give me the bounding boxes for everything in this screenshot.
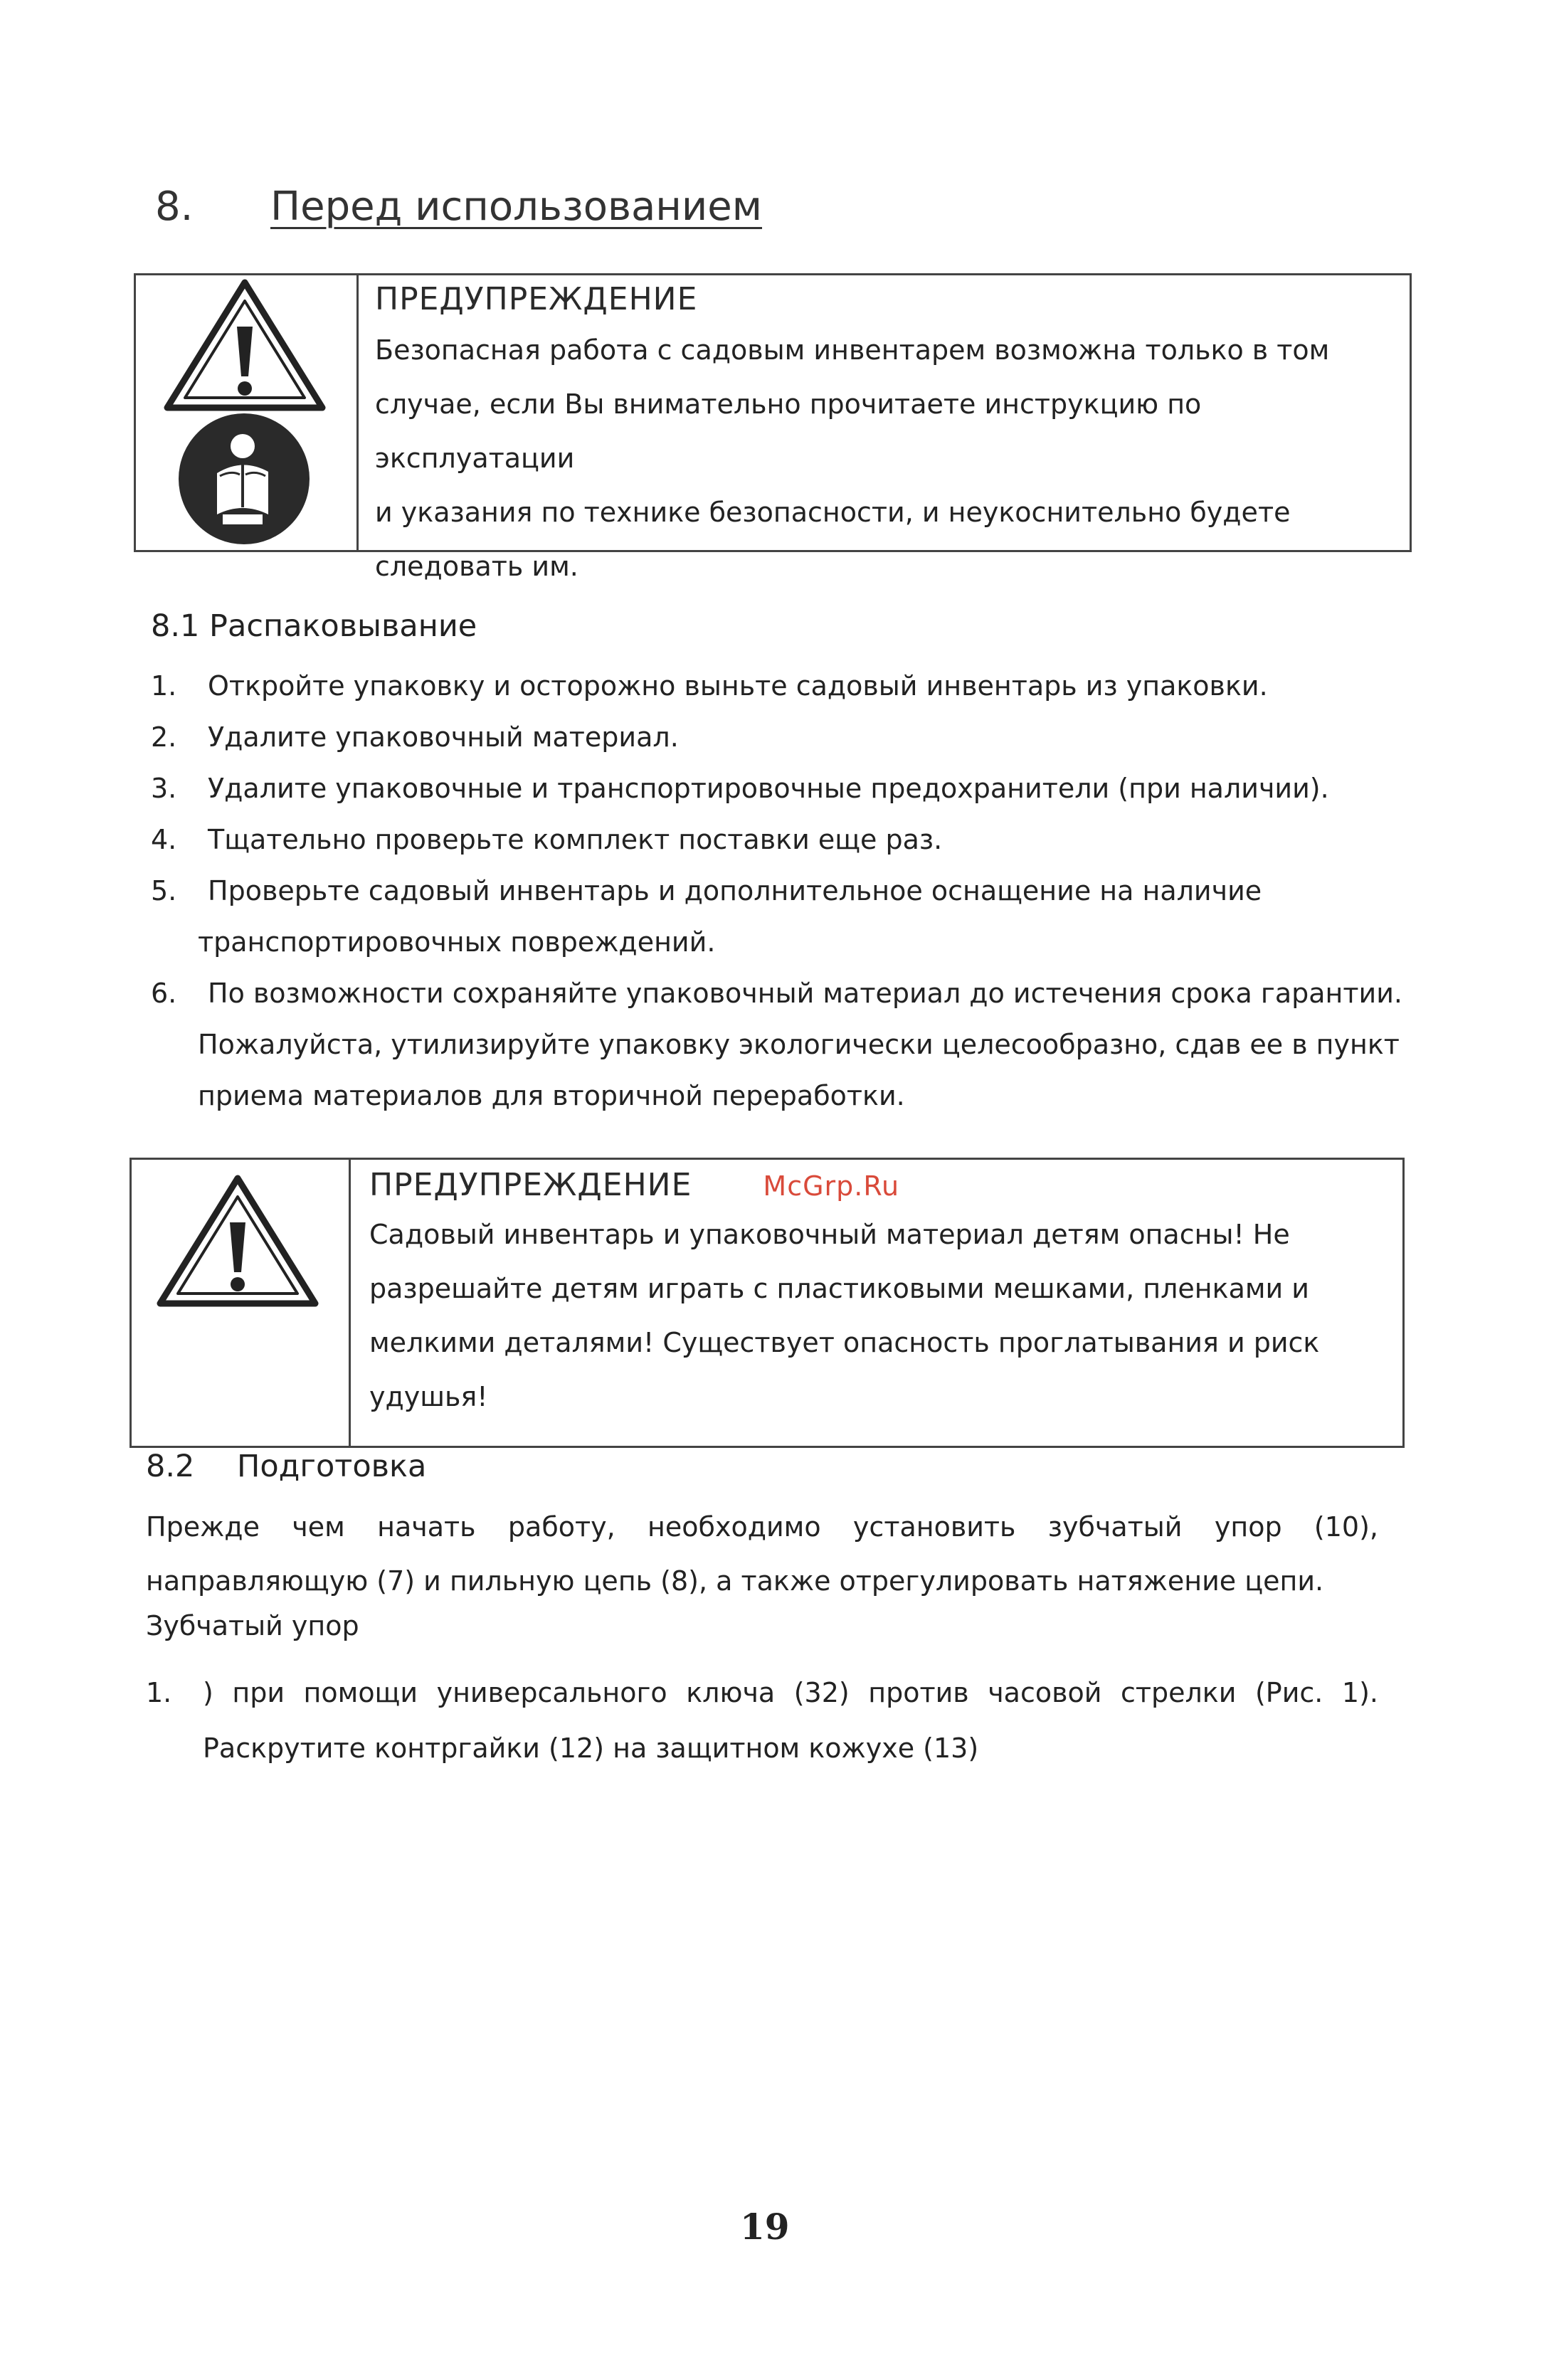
warning-box-read-manual (134, 273, 1412, 582)
warning-body (369, 1207, 1388, 1424)
warning-text-column (375, 281, 1395, 593)
section-8-2-title (146, 1449, 426, 1484)
item-text-continued: приема материалов для вторичной переработки. (198, 1080, 905, 1111)
list-item (146, 1665, 1378, 1776)
preparation-paragraph: Прежде чем начать работу, необходимо установить зубчатый упор (10), направляющую (7) и пильную цепь (8), а также отрегулировать натяжение цепи. (146, 1511, 1378, 1597)
item-text: Удалите упаковочные и транспортировочные предохранители (при наличии). (208, 773, 1329, 804)
read-manual-icon (173, 408, 315, 550)
warning-line: Садовый инвентарь и упаковочный материал детям опасны! Не (369, 1219, 1290, 1250)
preparation-steps-list (146, 1665, 1378, 1776)
warning-triangle-icon (163, 277, 327, 412)
unpacking-steps-list (151, 660, 1417, 1121)
chapter-heading (155, 184, 762, 230)
item-number: 1. (146, 1677, 172, 1708)
warning-body (375, 323, 1395, 593)
list-item (151, 712, 1417, 763)
warning-line: мелкими деталями! Существует опасность проглатывания и риск (369, 1327, 1320, 1358)
item-number: 2. (151, 721, 177, 753)
warning-icons-column (136, 275, 359, 550)
chapter-title: Перед использованием (270, 184, 763, 230)
list-item (151, 763, 1417, 814)
warning-title: ПРЕДУПРЕЖДЕНИЕ (369, 1167, 692, 1203)
item-text-continued: Пожалуйста, утилизируйте упаковку экологически целесообразно, сдав ее в пункт (198, 1029, 1400, 1060)
watermark-text: McGrp.Ru (763, 1170, 900, 1202)
item-number: 4. (151, 824, 177, 855)
chapter-number: 8. (155, 184, 194, 230)
item-text: Откройте упаковку и осторожно выньте садовый инвентарь из упаковки. (208, 670, 1268, 702)
item-text: Удалите упаковочный материал. (208, 721, 679, 753)
page-number: 19 (740, 2206, 790, 2248)
warning-text-column (369, 1167, 1388, 1424)
item-number: 1. (151, 670, 177, 702)
item-text: ) при помощи универсального ключа (32) против часовой стрелки (Рис. 1). Раскрутите контргайки (12) на защитном кожухе (13) (203, 1677, 1378, 1764)
list-item (151, 865, 1417, 968)
item-text: По возможности сохраняйте упаковочный материал до истечения срока гарантии. (208, 978, 1403, 1009)
list-item (151, 660, 1417, 712)
warning-line: случае, если Вы внимательно прочитаете инструкцию по эксплуатации (375, 388, 1202, 474)
subheading-toothed-stop: Зубчатый упор (146, 1610, 359, 1641)
warning-triangle-icon (156, 1173, 319, 1308)
item-number: 3. (151, 773, 177, 804)
item-number: 5. (151, 875, 177, 906)
section-number: 8.2 (146, 1449, 195, 1484)
warning-line: и указания по технике безопасности, и неукоснительно будете (375, 497, 1291, 528)
warning-title-row (369, 1167, 1388, 1203)
list-item (151, 968, 1417, 1121)
warning-line: Безопасная работа с садовым инвентарем возможна только в том (375, 334, 1330, 366)
warning-title: ПРЕДУПРЕЖДЕНИЕ (375, 281, 698, 317)
warning-icons-column (132, 1160, 351, 1446)
item-text: Тщательно проверьте комплект поставки еще раз. (208, 824, 943, 855)
section-8-1-title: 8.1 Распаковывание (151, 608, 477, 644)
section-name: Подготовка (237, 1449, 427, 1484)
item-text: Проверьте садовый инвентарь и дополнительное оснащение на наличие (208, 875, 1262, 906)
item-number: 6. (151, 978, 177, 1009)
warning-line: следовать им. (375, 551, 578, 582)
warning-line: удушья! (369, 1381, 488, 1412)
warning-box-children (130, 1158, 1405, 1448)
item-text-continued: транспортировочных повреждений. (198, 926, 716, 958)
list-item (151, 814, 1417, 865)
warning-line: разрешайте детям играть с пластиковыми мешками, пленками и (369, 1273, 1310, 1304)
